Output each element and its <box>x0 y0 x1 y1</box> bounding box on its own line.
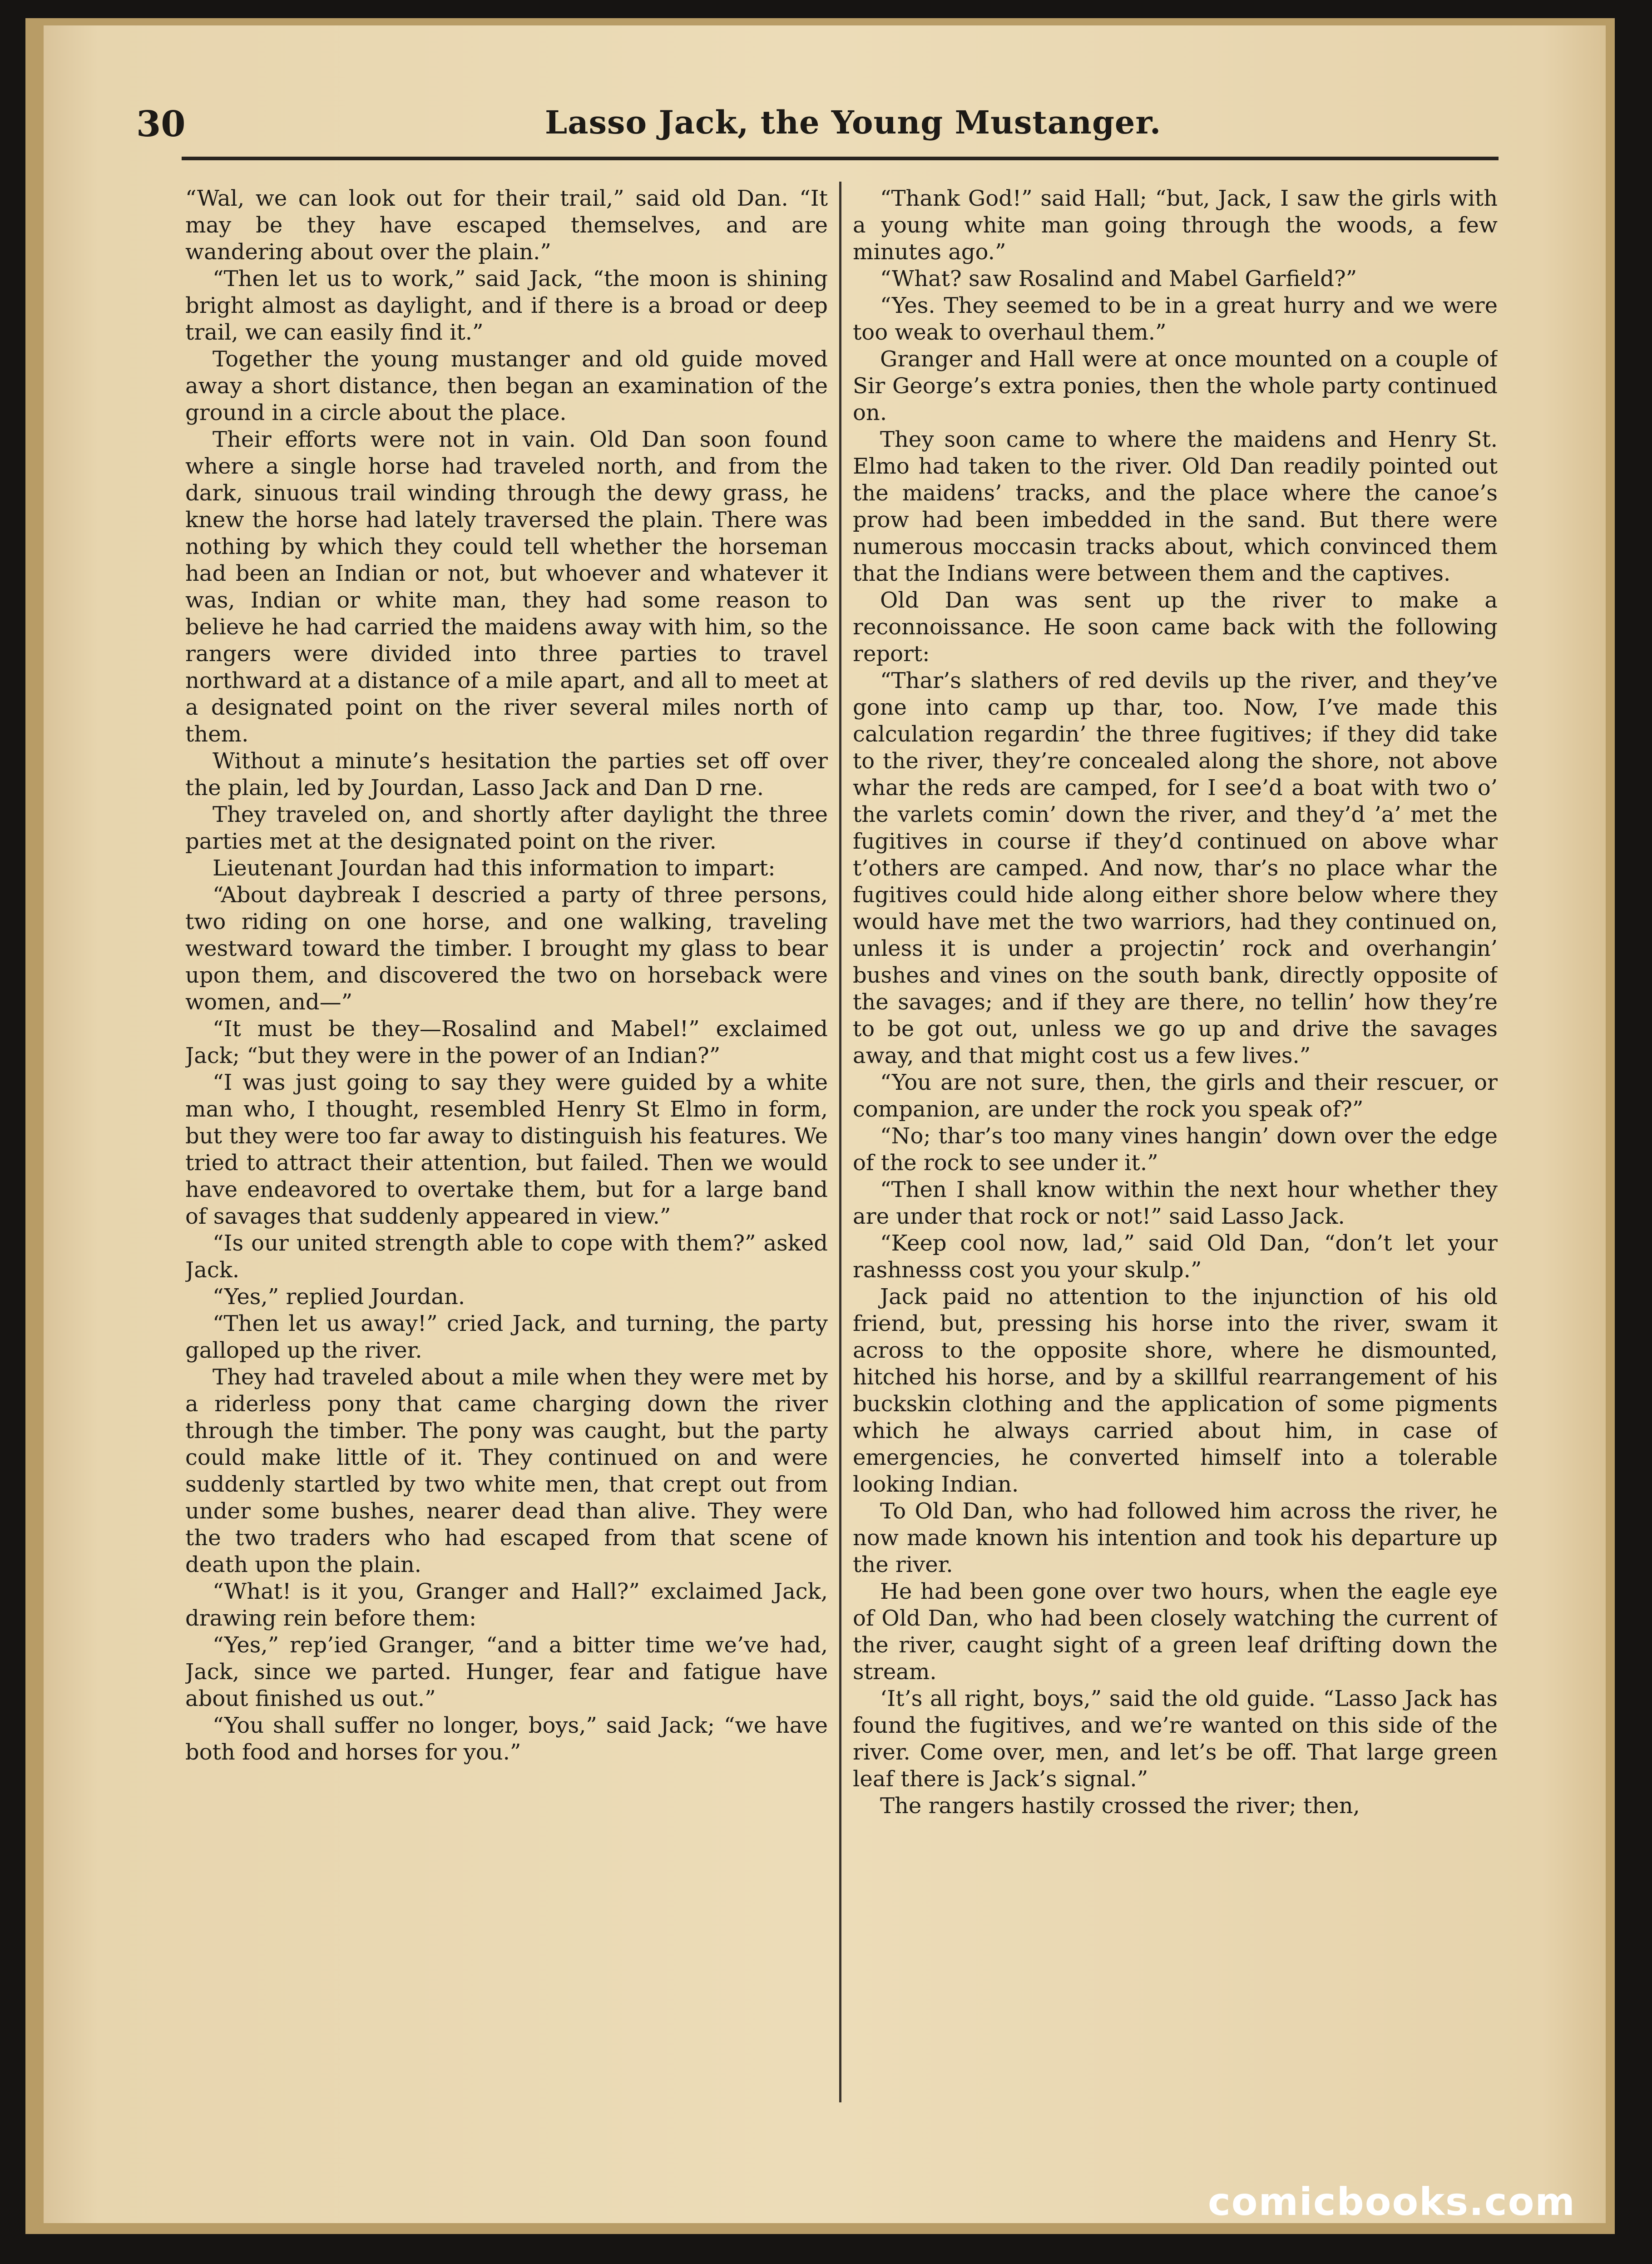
paragraph: “You are not sure, then, the girls and their rescuer, or companion, are under the rock you speak of?” <box>853 1070 1498 1122</box>
left-column <box>185 185 828 2106</box>
paragraph: To Old Dan, who had followed him across the river, he now made known his intention and took his departure up the river. <box>853 1498 1498 1577</box>
paragraph: “Then let us to work,” said Jack, “the moon is shining bright almost as daylight, and if there is a broad or deep trail, we can easily find it.” <box>185 266 828 345</box>
paragraph: “Then let us away!” cried Jack, and turning, the party galloped up the river. <box>185 1311 828 1363</box>
paragraph: They traveled on, and shortly after daylight the three parties met at the designated point on the river. <box>185 802 828 854</box>
paragraph: “Thank God!” said Hall; “but, Jack, I saw the girls with a young white man going through the woods, a few minutes ago.” <box>853 186 1498 265</box>
paragraph: “Then I shall know within the next hour whether they are under that rock or not!” said Lasso Jack. <box>853 1177 1498 1229</box>
paragraph: Without a minute’s hesitation the parties set off over the plain, led by Jourdan, Lasso Jack and Dan D rne. <box>185 748 828 801</box>
paragraph: The rangers hastily crossed the river; then, <box>880 1793 1360 1819</box>
paragraph: “It must be they—Rosalind and Mabel!” exclaimed Jack; “but they were in the power of an Indian?” <box>185 1016 828 1068</box>
watermark: comicbooks.com <box>1208 2180 1576 2224</box>
paragraph: “What? saw Rosalind and Mabel Garfield?” <box>880 266 1357 292</box>
paragraph: “No; thar’s too many vines hangin’ down over the edge of the rock to see under it.” <box>853 1123 1498 1176</box>
right-column <box>853 185 1498 2106</box>
header-rule <box>182 157 1499 160</box>
paragraph: Jack paid no attention to the injunction of his old friend, but, pressing his horse into the river, swam it across to the opposite shore, where he dismounted, hitched his horse, and by a skillful rearrangement of his buckskin clothing and the application of some pigments which he always carried about him, in case of emergencies, he converted himself into a tolerable looking Indian. <box>853 1284 1498 1497</box>
paragraph: He had been gone over two hours, when the eagle eye of Old Dan, who had been closely watching the current of the river, caught sight of a green leaf drifting down the stream. <box>853 1579 1498 1685</box>
paragraph: “Is our united strength able to cope with them?” asked Jack. <box>185 1231 828 1283</box>
page-number: 30 <box>136 104 186 145</box>
paragraph: “Keep cool now, lad,” said Old Dan, “don’t let your rashnesss cost you your skulp.” <box>853 1231 1498 1283</box>
paragraph: Granger and Hall were at once mounted on a couple of Sir George’s extra ponies, then the whole party continued on. <box>853 346 1498 425</box>
paragraph: They soon came to where the maidens and Henry St. Elmo had taken to the river. Old Dan readily pointed out the maidens’ tracks, and the place where the canoe’s prow had been imbedded in the sand. But there were numerous moccasin tracks about, which convinced them that the Indians were between them and the captives. <box>853 427 1498 586</box>
paragraph: “You shall suffer no longer, boys,” said Jack; “we have both food and horses for you.” <box>185 1713 828 1765</box>
paragraph: “What! is it you, Granger and Hall?” exclaimed Jack, drawing rein before them: <box>185 1579 828 1631</box>
paragraph: “Yes,” replied Jourdan. <box>213 1284 465 1310</box>
paragraph: Together the young mustanger and old guide moved away a short distance, then began an examination of the ground in a circle about the place. <box>185 346 828 425</box>
paragraph: “Wal, we can look out for their trail,” said old Dan. “It may be they have escaped themselves, and are wandering about over the plain.” <box>185 186 828 265</box>
paragraph: “Yes,” rep’ied Granger, “and a bitter time we’ve had, Jack, since we parted. Hunger, fear and fatigue have about finished us out.” <box>185 1632 828 1711</box>
paragraph: “I was just going to say they were guided by a white man who, I thought, resembled Henry St Elmo in form, but they were too far away to distinguish his features. We tried to attract their attention, but failed. Then we would have endeavored to overtake them, but for a large band of savages that suddenly appeared in view.” <box>185 1070 828 1229</box>
paragraph: Their efforts were not in vain. Old Dan soon found where a single horse had traveled north, and from the dark, sinuous trail winding through the dewy grass, he knew the horse had lately traversed the plain. There was nothing by which they could tell whether the horseman had been an Indian or not, but whoever and whatever it was, Indian or white man, they had some reason to believe he had carried the maidens away with him, so the rangers were divided into three parties to travel northward at a distance of a mile apart, and all to meet at a designated point on the river several miles north of them. <box>185 427 828 747</box>
paragraph: ‘It’s all right, boys,” said the old guide. “Lasso Jack has found the fugitives, and we’re wanted on this side of the river. Come over, men, and let’s be off. That large green leaf there is Jack’s signal.” <box>853 1686 1498 1792</box>
paragraph: They had traveled about a mile when they were met by a riderless pony that came charging down the river through the timber. The pony was caught, but the party could make little of it. They continued on and were suddenly startled by two white men, that crept out from under some bushes, nearer dead than alive. They were the two traders who had escaped from that scene of death upon the plain. <box>185 1364 828 1577</box>
paragraph: “About daybreak I descried a party of three persons, two riding on one horse, and one walking, traveling westward toward the timber. I brought my glass to bear upon them, and discovered the two on horseback were women, and—” <box>185 882 828 1015</box>
paragraph: Old Dan was sent up the river to make a reconnoissance. He soon came back with the following report: <box>853 588 1498 667</box>
paragraph: “Yes. They seemed to be in a great hurry and we were too weak to overhaul them.” <box>853 293 1498 345</box>
column-divider <box>839 182 841 2102</box>
paragraph: “Thar’s slathers of red devils up the river, and they’ve gone into camp up thar, too. Now, I’ve made this calculation regardin’ the three fugitives; if they did take to the river, they’re concealed along the shore, not above whar the reds are camped, for I see’d a boat with two o’ the varlets comin’ down the river, and they’d ’a’ met the fugitives in course if they’d continued on above whar t’others are camped. And now, thar’s no place whar the fugitives could hide along either shore below where they would have met the two warriors, had they continued on, unless it is under a projectin’ rock and overhangin’ bushes and vines on the south bank, directly opposite of the savages; and if they are there, no tellin’ how they’re to be got out, unless we go up and drive the savages away, and that might cost us a few lives.” <box>853 668 1498 1068</box>
paragraph: Lieutenant Jourdan had this information to impart: <box>213 855 776 881</box>
running-title: Lasso Jack, the Young Mustanger. <box>545 104 1162 141</box>
